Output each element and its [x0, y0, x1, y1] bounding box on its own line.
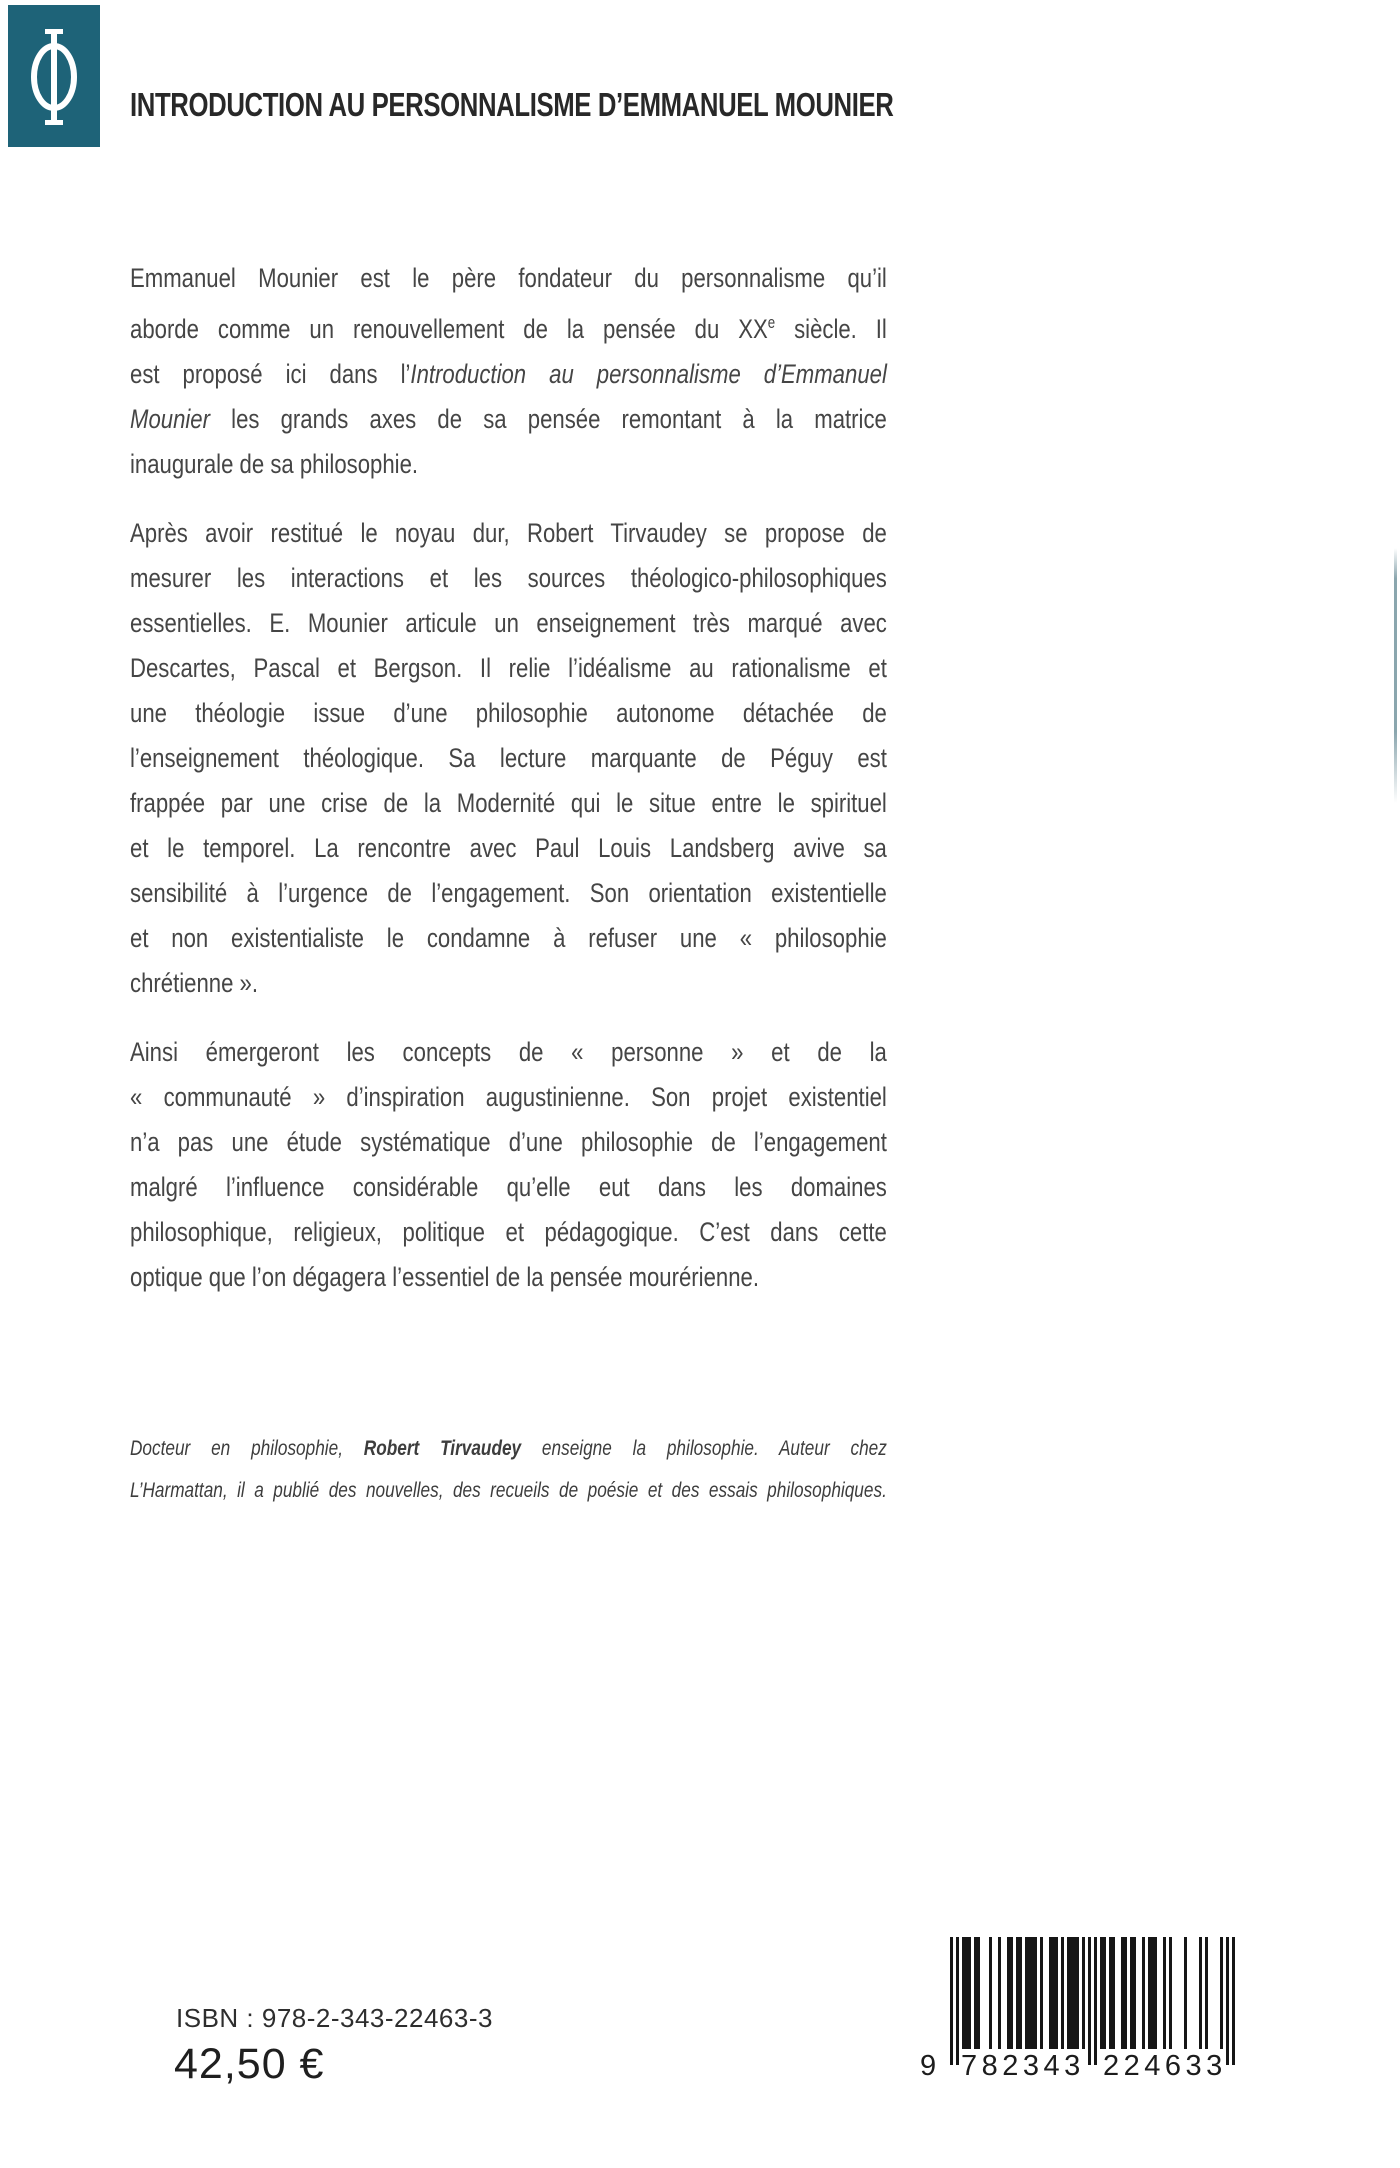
book-title: INTRODUCTION AU PERSONNALISME D’EMMANUEL MOUNIER — [130, 86, 894, 123]
text-line: inaugurale de sa philosophie. — [130, 449, 419, 479]
text-line: et non existentialiste le condamne à refuser une « philosophie — [130, 923, 887, 953]
isbn-text: ISBN : 978-2-343-22463-3 — [176, 2003, 493, 2033]
barcode-bar — [1103, 1937, 1106, 2049]
text-line: une théologie issue d’une philosophie autonome détachée de — [130, 698, 887, 728]
text-line: philosophique, religieux, politique et pédagogique. C’est dans cette — [130, 1217, 887, 1247]
barcode-digits-right: 224633 — [1103, 2050, 1227, 2082]
barcode-bar — [998, 1937, 1001, 2049]
text-line: Ainsi émergeront les concepts de « personne » et de la — [130, 1037, 887, 1067]
phi-icon — [8, 5, 100, 147]
text-line: mesurer les interactions et les sources théologico-philosophiques — [130, 563, 887, 593]
barcode-bar — [1076, 1937, 1079, 2049]
barcode-bar — [1112, 1937, 1115, 2049]
barcode-bars — [950, 1937, 1235, 2067]
paragraph — [130, 1428, 887, 1512]
text-line: frappée par une crise de la Modernité qui le situe entre le spirituel — [130, 788, 887, 818]
barcode-bar — [1082, 1937, 1085, 2049]
text-line: « communauté » d’inspiration augustinienne. Son projet existentiel — [130, 1082, 887, 1112]
synopsis — [130, 256, 887, 1300]
text-line: aborde comme un renouvellement de la pensée du XXe siècle. Il — [130, 314, 887, 344]
barcode-bar — [1010, 1937, 1013, 2049]
text-line: optique que l’on dégagera l’essentiel de la pensée mourérienne. — [130, 1262, 759, 1292]
barcode-bar — [1124, 1937, 1127, 2049]
text-line: Docteur en philosophie, Robert Tirvaudey enseigne la philosophie. Auteur chez — [130, 1437, 887, 1460]
publisher-logo — [8, 5, 100, 147]
barcode-bar — [968, 1937, 971, 2049]
paragraph — [130, 1030, 887, 1300]
text-line: chrétienne ». — [130, 968, 259, 998]
barcode-bar — [1184, 1937, 1187, 2049]
text-line: n’a pas une étude systématique d’une philosophie de l’engagement — [130, 1127, 887, 1157]
barcode-bar — [1205, 1937, 1208, 2049]
barcode-bar — [1061, 1937, 1064, 2049]
author-bio — [130, 1428, 887, 1512]
text-line: Emmanuel Mounier est le père fondateur du personnalisme qu’il — [130, 263, 887, 293]
barcode-bar — [956, 1937, 959, 2065]
text-line: essentielles. E. Mounier articule un enseignement très marqué avec — [130, 608, 887, 638]
price-text: 42,50 € — [174, 2040, 325, 2088]
text-line: l’enseignement théologique. Sa lecture marquante de Péguy est — [130, 743, 887, 773]
barcode-bar — [1094, 1937, 1097, 2065]
barcode-bar — [977, 1937, 980, 2049]
barcode-bar — [1199, 1937, 1202, 2049]
text-line: est proposé ici dans l’Introduction au personnalisme d’Emmanuel — [130, 359, 887, 389]
barcode-bar — [1154, 1937, 1157, 2049]
barcode-bar — [1133, 1937, 1136, 2049]
barcode-bar — [1019, 1937, 1022, 2049]
text-line: sensibilité à l’urgence de l’engagement. Son orientation existentielle — [130, 878, 887, 908]
barcode-bar — [1169, 1937, 1172, 2049]
barcode-bar — [1034, 1937, 1037, 2049]
barcode-bar — [1040, 1937, 1043, 2049]
barcode — [920, 1937, 1238, 2087]
text-line: Descartes, Pascal et Bergson. Il relie l’idéalisme au rationalisme et — [130, 653, 887, 683]
text-line: Après avoir restitué le noyau dur, Robert Tirvaudey se propose de — [130, 518, 887, 548]
barcode-bar — [1226, 1937, 1229, 2065]
paragraph — [130, 256, 887, 487]
barcode-bar — [1163, 1937, 1166, 2049]
text-line: Mounier les grands axes de sa pensée remontant à la matrice — [130, 404, 887, 434]
barcode-bar — [1142, 1937, 1145, 2049]
barcode-bar — [950, 1937, 953, 2065]
barcode-bar — [1088, 1937, 1091, 2065]
text-line: L’Harmattan, il a publié des nouvelles, des recueils de poésie et des essais philosophiques. — [130, 1479, 887, 1502]
barcode-digits-left: 782343 — [961, 2050, 1085, 2082]
text-line: malgré l’influence considérable qu’elle eut dans les domaines — [130, 1172, 887, 1202]
paragraph — [130, 511, 887, 1006]
barcode-bar — [1220, 1937, 1223, 2049]
page-edge-artifact — [1394, 548, 1397, 803]
text-line: et le temporel. La rencontre avec Paul Louis Landsberg avive sa — [130, 833, 887, 863]
barcode-bar — [1232, 1937, 1235, 2065]
barcode-bar — [989, 1937, 992, 2049]
barcode-digit-first: 9 — [920, 2050, 937, 2082]
barcode-bar — [1055, 1937, 1058, 2049]
